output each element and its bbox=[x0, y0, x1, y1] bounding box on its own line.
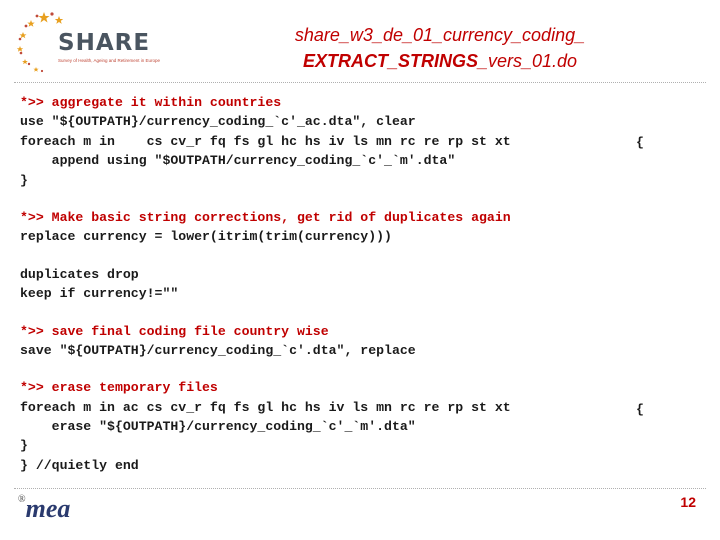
code-comment-corrections: *>> Make basic string corrections, get rid of duplicates again bbox=[20, 209, 511, 225]
code-line-use: use "${OUTPATH}/currency_coding_`c'_ac.dta", clear bbox=[20, 114, 416, 130]
mea-logo bbox=[18, 494, 70, 524]
code-comment-erase: *>> erase temporary files bbox=[20, 380, 218, 396]
title-line-1: share_w3_de_01_currency_coding_ bbox=[294, 25, 586, 45]
title-line-2 bbox=[220, 48, 660, 74]
page-number: 12 bbox=[680, 494, 696, 510]
code-line-keep: keep if currency!="" bbox=[20, 286, 179, 302]
logo-wordmark: SHARE bbox=[58, 30, 151, 56]
foreach-open-brace-2: { bbox=[636, 402, 644, 417]
footer-divider bbox=[14, 488, 706, 489]
code-line-close-brace-2: } bbox=[20, 438, 28, 454]
code-line-duplicates: duplicates drop bbox=[20, 266, 139, 282]
header-divider bbox=[14, 82, 706, 83]
slide-title bbox=[220, 22, 660, 74]
code-line-close-brace: } bbox=[20, 172, 28, 188]
code-line-foreach-erase: foreach m in ac cs cv_r fq fs gl hc hs iv ls mn rc re rp st xt bbox=[20, 399, 511, 415]
code-line-replace: replace currency = lower(itrim(trim(currency))) bbox=[20, 229, 392, 245]
code-comment-save: *>> save final coding file country wise bbox=[20, 323, 329, 339]
title-line-2-bold: EXTRACT_STRINGS bbox=[302, 51, 478, 71]
code-line-save: save "${OUTPATH}/currency_coding_`c'.dta", replace bbox=[20, 342, 416, 358]
code-line-foreach-append: foreach m in cs cv_r fq fs gl hc hs iv ls mn rc re rp st xt bbox=[20, 133, 511, 149]
logo-subtitle: Survey of Health, Ageing and Retirement in Europe bbox=[58, 58, 161, 63]
registered-mark: ® bbox=[18, 494, 26, 505]
foreach-open-brace-1: { bbox=[636, 135, 644, 150]
code-listing bbox=[20, 93, 710, 475]
code-line-append: append using "$OUTPATH/currency_coding_`c'_`m'.dta" bbox=[20, 153, 456, 169]
title-line-2-rest: _vers_01.do bbox=[477, 51, 578, 71]
code-comment-aggregate: *>> aggregate it within countries bbox=[20, 95, 282, 110]
code-line-quietly-end: } //quietly end bbox=[20, 457, 139, 473]
mea-logo-text: mea bbox=[25, 494, 71, 523]
code-line-erase: erase "${OUTPATH}/currency_coding_`c'_`m'.dta" bbox=[20, 419, 416, 435]
share-logo bbox=[14, 8, 161, 74]
